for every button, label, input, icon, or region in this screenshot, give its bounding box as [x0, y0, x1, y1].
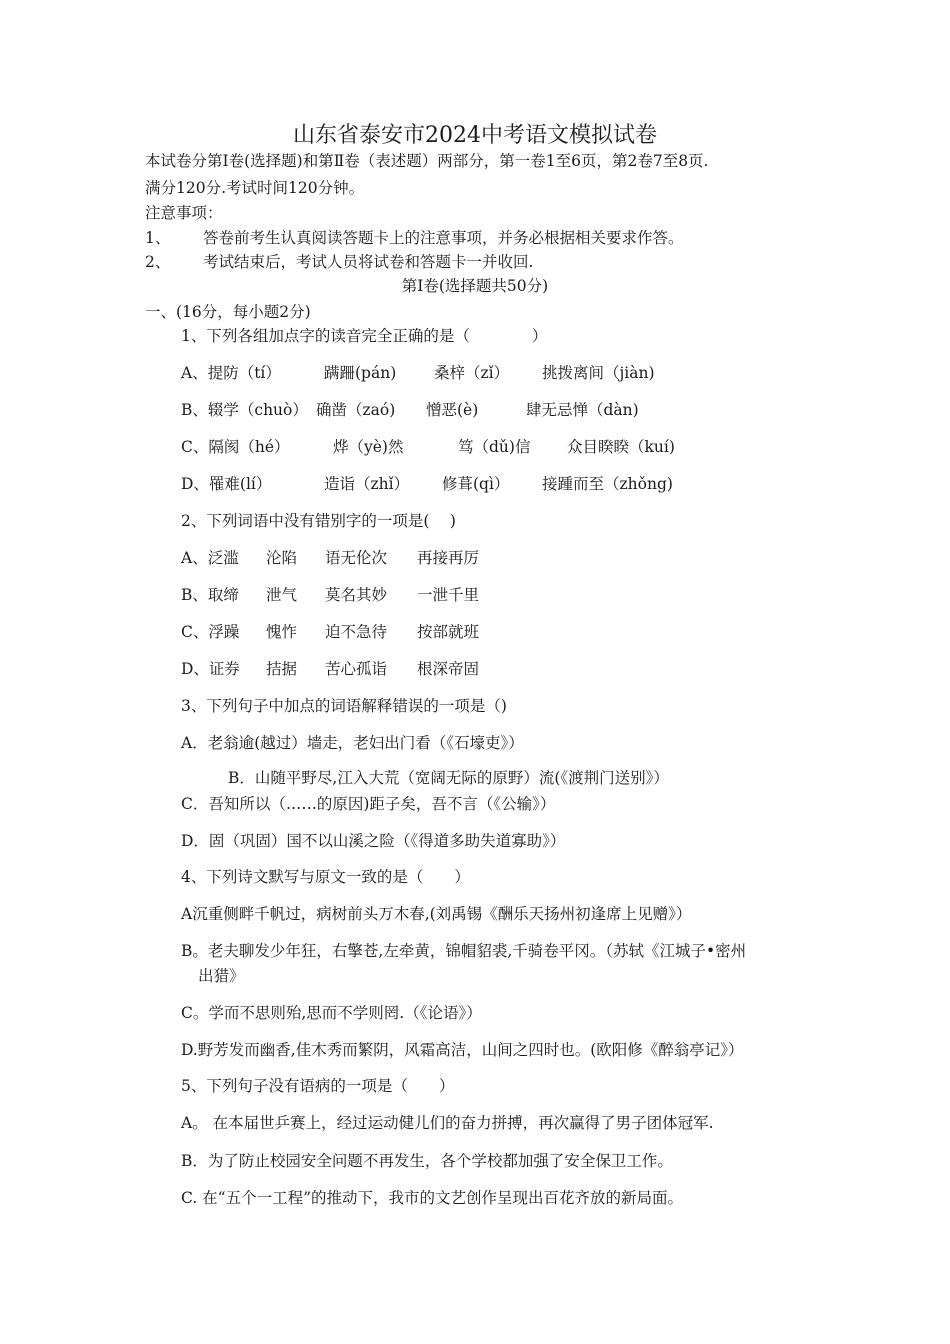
notice-item-2: [145, 252, 533, 272]
notice-title: 注意事项：: [145, 204, 223, 222]
question-2-option-c: [181, 622, 479, 642]
option-part: 泄气: [266, 586, 298, 604]
notice-number: 1、: [145, 229, 171, 247]
question-1-option-b: [181, 400, 801, 420]
question-5-option-b: B．为了防止校园安全问题不再发生，各个学校都加强了安全保卫工作。: [181, 1152, 673, 1170]
question-4-option-b: B。老夫聊发少年狂，右擎苍,左牵黄，锦帽貂裘,千骑卷平冈。（苏轼《江城子•密州: [181, 942, 747, 960]
notice-text: 考试结束后，考试人员将试卷和答题卡一并收回.: [203, 253, 534, 271]
intro-line-1: 本试卷分第Ⅰ卷(选择题)和第Ⅱ卷（表述题）两部分，第一卷1至6页，第2卷7至8页.: [145, 152, 709, 170]
question-2-option-a: [181, 548, 479, 568]
option-part: D、证券: [181, 660, 240, 678]
question-3-stem: 3、下列句子中加点的词语解释错误的一项是（): [181, 697, 507, 715]
option-part: 语无伦次: [325, 549, 388, 567]
option-part: A、提防（tí）: [181, 364, 281, 382]
option-part: 愧怍: [266, 623, 298, 641]
question-1-stem: 1、下列各组加点字的读音完全正确的是（ ）: [181, 327, 548, 345]
intro-line-2: 满分120分.考试时间120分钟。: [145, 179, 365, 197]
question-3-option-c: C．吾知所以（……的原因)距子矣，吾不言（《公输》）: [181, 795, 556, 813]
question-2-stem: 2、下列词语中没有错别字的一项是( ): [181, 512, 456, 530]
option-part: 苦心孤诣: [325, 660, 388, 678]
question-5-option-c: C. 在“五个一工程”的推动下，我市的文艺创作呈现出百花齐放的新局面。: [181, 1189, 684, 1207]
option-part: 按部就班: [417, 623, 480, 641]
option-part: 迫不急待: [325, 623, 388, 641]
option-part: 拮据: [266, 660, 298, 678]
question-1-option-d: [181, 474, 801, 494]
question-1-option-c: [181, 437, 801, 457]
option-part: 接踵而至（zhǒng): [542, 475, 673, 493]
question-3-option-d: D．固（巩固）国不以山溪之险（《得道多助失道寡助》）: [181, 832, 566, 850]
option-part: 修葺(qì）: [442, 475, 510, 493]
question-4-option-b-continued: 出猎》: [198, 967, 245, 985]
question-3-option-a: A．老翁逾(越过）墙走，老妇出门看（《石壕吏》）: [181, 734, 524, 752]
option-part: 造诣（zhǐ）: [324, 475, 410, 493]
question-4-stem: 4、下列诗文默写与原文一致的是（ ）: [181, 868, 470, 886]
option-part: 桑梓（zǐ）: [434, 364, 510, 382]
question-2-option-d: [181, 659, 479, 679]
option-part: 再接再厉: [417, 549, 480, 567]
question-3-option-b: B．山随平野尽,江入大荒（宽阔无际的原野）流(《渡荆门送别》）: [228, 769, 669, 787]
question-2-option-b: [181, 585, 479, 605]
question-4-option-d: D.野芳发而幽香,佳木秀而繁阴，风霜高洁，山间之四时也。(欧阳修《醉翁亭记》）: [181, 1041, 744, 1059]
option-part: 莫名其妙: [325, 586, 388, 604]
option-part: 笃（dǔ)信: [458, 438, 531, 456]
question-1-option-a: [181, 363, 801, 383]
option-part: 沦陷: [266, 549, 298, 567]
option-part: 众目睽睽（kuí): [567, 438, 675, 456]
option-part: C、隔阂（hé）: [181, 438, 290, 456]
option-part: A、泛滥: [181, 549, 239, 567]
option-part: 一泄千里: [417, 586, 480, 604]
option-part: C、浮躁: [181, 623, 240, 641]
section-title: 第Ⅰ卷(选择题共50分): [401, 277, 549, 295]
option-part: 烨（yè)然: [333, 438, 404, 456]
notice-number: 2、: [145, 253, 171, 271]
question-4-option-c: C。学而不思则殆,思而不学则罔.（《论语》）: [181, 1004, 482, 1022]
notice-item-1: [145, 228, 684, 248]
part-header: 一、(16分，每小题2分): [145, 303, 311, 321]
option-part: 蹒跚(pán): [324, 364, 397, 382]
notice-text: 答卷前考生认真阅读答题卡上的注意事项，并务必根据相关要求作答。: [203, 229, 684, 247]
option-part: 憎恶(è): [426, 401, 479, 419]
option-part: B、辍学（chuò）: [181, 401, 308, 419]
exam-title: 山东省泰安市2024中考语文模拟试卷: [293, 123, 657, 148]
option-part: 挑拨离间（jiàn): [542, 364, 655, 382]
option-part: 根深帝固: [417, 660, 480, 678]
option-part: D、罹难(lí）: [181, 475, 272, 493]
option-part: 确凿（zaó): [316, 401, 396, 419]
question-5-option-a: A。 在本届世乒赛上，经过运动健儿们的奋力拼搏，再次赢得了男子团体冠军.: [181, 1114, 714, 1132]
question-5-stem: 5、下列句子没有语病的一项是（ ）: [181, 1077, 455, 1095]
question-4-option-a: A沉重侧畔千帆过，病树前头万木春,(刘禹锡《酬乐天扬州初逢席上见赠》）: [181, 905, 692, 923]
option-part: B、取缔: [181, 586, 239, 604]
option-part: 肆无忌惮（dàn): [526, 401, 639, 419]
